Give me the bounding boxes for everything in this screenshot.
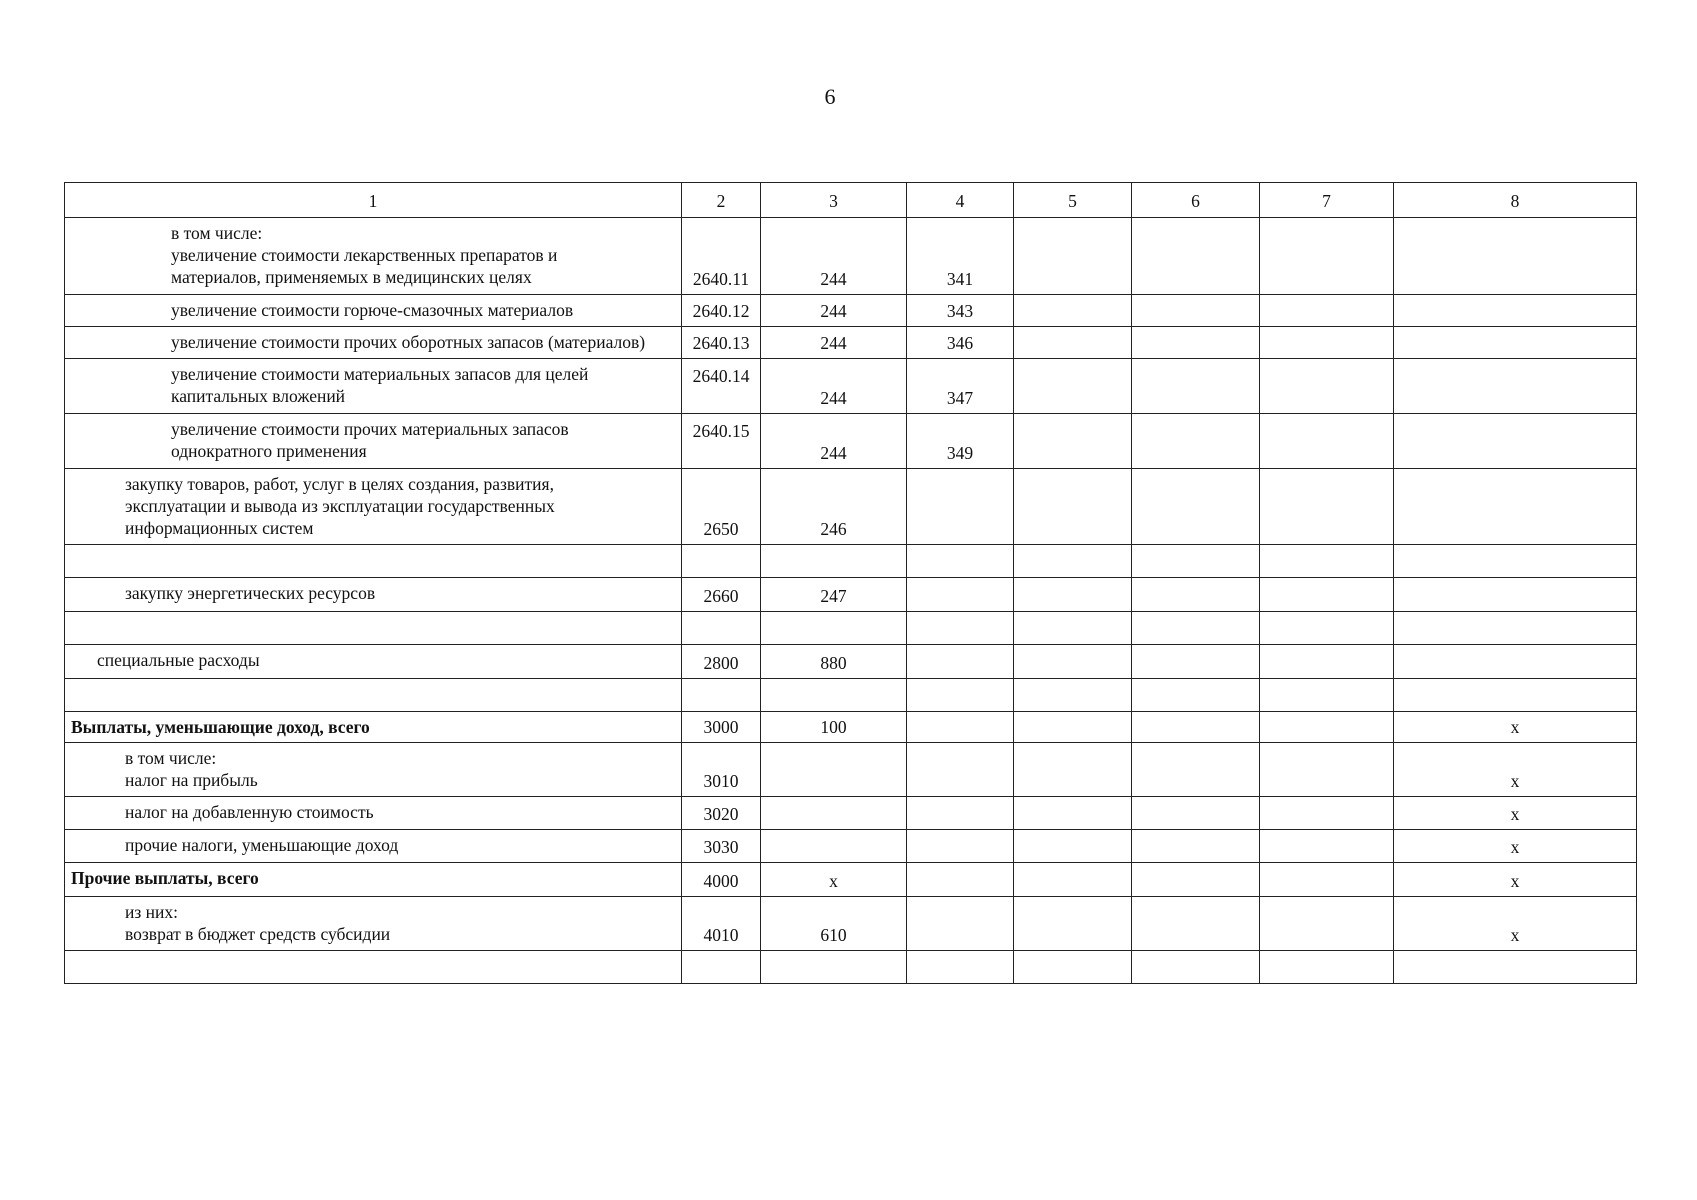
- empty-cell: [682, 545, 761, 578]
- row-value-col-7: [1260, 743, 1394, 797]
- row-kbk-code: 244: [761, 295, 907, 327]
- row-value-col-5: [1014, 897, 1132, 951]
- empty-cell: [65, 679, 682, 712]
- row-code: 2800: [682, 645, 761, 679]
- row-value-col-6: [1132, 578, 1260, 612]
- row-value-col-5: [1014, 359, 1132, 414]
- row-kbk-code: 244: [761, 218, 907, 295]
- empty-row: [65, 679, 1637, 712]
- row-value-col-8: х: [1394, 797, 1637, 830]
- empty-cell: [1394, 679, 1637, 712]
- row-kbk-code: 880: [761, 645, 907, 679]
- empty-cell: [1014, 545, 1132, 578]
- table-row: [65, 863, 1637, 897]
- empty-cell: [761, 545, 907, 578]
- row-kbk-code: [761, 743, 907, 797]
- empty-cell: [1394, 951, 1637, 984]
- row-value-col-7: [1260, 327, 1394, 359]
- row-value-col-6: [1132, 295, 1260, 327]
- row-value-col-8: [1394, 414, 1637, 469]
- empty-cell: [761, 679, 907, 712]
- header-col-3: 3: [761, 183, 907, 218]
- row-name: [65, 578, 682, 612]
- row-name-line: из них:: [125, 902, 178, 922]
- row-name-line: Прочие выплаты, всего: [71, 868, 259, 888]
- row-name-line: увеличение стоимости прочих оборотных запасов (материалов): [171, 332, 646, 352]
- row-kosgu-code: 347: [907, 359, 1014, 414]
- row-value-col-5: [1014, 863, 1132, 897]
- empty-cell: [1260, 679, 1394, 712]
- empty-cell: [682, 951, 761, 984]
- row-name: [65, 897, 682, 951]
- row-name-line: капитальных вложений: [171, 386, 346, 406]
- row-value-col-7: [1260, 797, 1394, 830]
- row-kbk-code: 247: [761, 578, 907, 612]
- row-value-col-8: х: [1394, 863, 1637, 897]
- row-value-col-6: [1132, 327, 1260, 359]
- row-kosgu-code: [907, 830, 1014, 863]
- row-value-col-7: [1260, 830, 1394, 863]
- row-value-col-8: [1394, 295, 1637, 327]
- row-name-line: информационных систем: [125, 518, 314, 538]
- row-name: [65, 295, 682, 327]
- row-value-col-6: [1132, 645, 1260, 679]
- row-value-col-6: [1132, 863, 1260, 897]
- row-code: 2640.14: [682, 359, 761, 414]
- empty-cell: [1132, 679, 1260, 712]
- row-kbk-code: 244: [761, 327, 907, 359]
- table-row: [65, 469, 1637, 545]
- row-code: 2650: [682, 469, 761, 545]
- row-value-col-7: [1260, 712, 1394, 743]
- row-kbk-code: х: [761, 863, 907, 897]
- empty-cell: [1260, 951, 1394, 984]
- empty-cell: [1394, 545, 1637, 578]
- row-name: [65, 414, 682, 469]
- row-value-col-8: [1394, 469, 1637, 545]
- empty-row: [65, 612, 1637, 645]
- row-value-col-6: [1132, 830, 1260, 863]
- row-value-col-5: [1014, 295, 1132, 327]
- table-row: [65, 218, 1637, 295]
- empty-cell: [1132, 545, 1260, 578]
- row-name-line: возврат в бюджет средств субсидии: [125, 924, 391, 944]
- empty-cell: [907, 679, 1014, 712]
- row-value-col-8: х: [1394, 712, 1637, 743]
- row-value-col-8: х: [1394, 897, 1637, 951]
- row-name: [65, 797, 682, 830]
- empty-cell: [65, 545, 682, 578]
- row-value-col-5: [1014, 712, 1132, 743]
- empty-cell: [1014, 679, 1132, 712]
- row-name-line: однократного применения: [171, 441, 367, 461]
- header-col-6: 6: [1132, 183, 1260, 218]
- row-name: [65, 218, 682, 295]
- row-value-col-8: [1394, 578, 1637, 612]
- row-value-col-5: [1014, 830, 1132, 863]
- page-number: 6: [824, 84, 836, 109]
- empty-cell: [65, 951, 682, 984]
- row-kosgu-code: [907, 712, 1014, 743]
- empty-cell: [682, 679, 761, 712]
- row-value-col-6: [1132, 797, 1260, 830]
- row-kbk-code: 246: [761, 469, 907, 545]
- row-kbk-code: 610: [761, 897, 907, 951]
- row-name: [65, 327, 682, 359]
- row-name-line: налог на добавленную стоимость: [125, 802, 374, 822]
- row-value-col-7: [1260, 414, 1394, 469]
- row-value-col-7: [1260, 897, 1394, 951]
- row-code: 2660: [682, 578, 761, 612]
- row-value-col-8: х: [1394, 743, 1637, 797]
- row-name: [65, 712, 682, 743]
- row-name: [65, 359, 682, 414]
- row-name-line: специальные расходы: [97, 650, 260, 670]
- empty-cell: [1394, 612, 1637, 645]
- row-kosgu-code: 343: [907, 295, 1014, 327]
- row-name-line: прочие налоги, уменьшающие доход: [125, 835, 399, 855]
- table-row: [65, 359, 1637, 414]
- row-code: 3030: [682, 830, 761, 863]
- row-value-col-5: [1014, 578, 1132, 612]
- row-value-col-7: [1260, 645, 1394, 679]
- table-row: [65, 897, 1637, 951]
- row-value-col-5: [1014, 743, 1132, 797]
- row-name-line: материалов, применяемых в медицинских целях: [171, 267, 532, 287]
- empty-row: [65, 951, 1637, 984]
- table-row: [65, 645, 1637, 679]
- empty-cell: [1014, 612, 1132, 645]
- header-col-7: 7: [1260, 183, 1394, 218]
- table-row: [65, 797, 1637, 830]
- header-col-1: 1: [65, 183, 682, 218]
- row-value-col-8: [1394, 327, 1637, 359]
- row-value-col-6: [1132, 743, 1260, 797]
- row-value-col-8: [1394, 359, 1637, 414]
- empty-cell: [682, 612, 761, 645]
- table-row: [65, 830, 1637, 863]
- row-name-line: в том числе:: [171, 223, 263, 243]
- header-col-8: 8: [1394, 183, 1637, 218]
- row-kosgu-code: [907, 897, 1014, 951]
- row-name-line: закупку товаров, работ, услуг в целях создания, развития,: [125, 474, 554, 494]
- table-row: [65, 712, 1637, 743]
- empty-cell: [1260, 612, 1394, 645]
- header-col-5: 5: [1014, 183, 1132, 218]
- row-value-col-5: [1014, 797, 1132, 830]
- table-row: [65, 578, 1637, 612]
- row-name-line: в том числе:: [125, 748, 217, 768]
- row-kosgu-code: [907, 863, 1014, 897]
- row-name-line: увеличение стоимости прочих материальных запасов: [171, 419, 569, 439]
- row-name-line: увеличение стоимости горюче-смазочных материалов: [171, 300, 574, 320]
- row-kosgu-code: 341: [907, 218, 1014, 295]
- row-code: 3010: [682, 743, 761, 797]
- empty-cell: [907, 545, 1014, 578]
- row-name-line: налог на прибыль: [125, 770, 258, 790]
- table-row: [65, 327, 1637, 359]
- row-name-line: увеличение стоимости материальных запасов для целей: [171, 364, 589, 384]
- empty-cell: [907, 612, 1014, 645]
- row-value-col-7: [1260, 469, 1394, 545]
- row-code: 3020: [682, 797, 761, 830]
- row-code: 4010: [682, 897, 761, 951]
- row-kosgu-code: [907, 797, 1014, 830]
- empty-cell: [1132, 951, 1260, 984]
- row-kosgu-code: 349: [907, 414, 1014, 469]
- row-code: 3000: [682, 712, 761, 743]
- table-row: [65, 414, 1637, 469]
- row-value-col-6: [1132, 218, 1260, 295]
- row-value-col-7: [1260, 863, 1394, 897]
- row-name: [65, 863, 682, 897]
- row-code: 2640.12: [682, 295, 761, 327]
- row-kosgu-code: [907, 743, 1014, 797]
- empty-cell: [1260, 545, 1394, 578]
- payments-table: [64, 182, 1637, 984]
- row-value-col-6: [1132, 469, 1260, 545]
- row-value-col-6: [1132, 359, 1260, 414]
- header-col-2: 2: [682, 183, 761, 218]
- row-code: 2640.11: [682, 218, 761, 295]
- row-kbk-code: 100: [761, 712, 907, 743]
- row-value-col-6: [1132, 712, 1260, 743]
- row-kosgu-code: [907, 645, 1014, 679]
- row-kbk-code: [761, 830, 907, 863]
- row-kosgu-code: [907, 578, 1014, 612]
- row-value-col-7: [1260, 218, 1394, 295]
- row-value-col-5: [1014, 645, 1132, 679]
- row-value-col-6: [1132, 414, 1260, 469]
- row-name-line: эксплуатации и вывода из эксплуатации государственных: [125, 496, 555, 516]
- row-kosgu-code: 346: [907, 327, 1014, 359]
- header-col-4: 4: [907, 183, 1014, 218]
- row-code: 2640.13: [682, 327, 761, 359]
- empty-cell: [65, 612, 682, 645]
- empty-cell: [907, 951, 1014, 984]
- row-name: [65, 469, 682, 545]
- row-name-line: увеличение стоимости лекарственных препаратов и: [171, 245, 558, 265]
- row-value-col-5: [1014, 327, 1132, 359]
- row-value-col-6: [1132, 897, 1260, 951]
- row-value-col-7: [1260, 359, 1394, 414]
- row-kbk-code: 244: [761, 414, 907, 469]
- row-name: [65, 743, 682, 797]
- row-value-col-8: х: [1394, 830, 1637, 863]
- table-row: [65, 295, 1637, 327]
- empty-row: [65, 545, 1637, 578]
- row-kosgu-code: [907, 469, 1014, 545]
- row-value-col-5: [1014, 218, 1132, 295]
- row-kbk-code: [761, 797, 907, 830]
- table-row: [65, 743, 1637, 797]
- row-name: [65, 645, 682, 679]
- empty-cell: [1132, 612, 1260, 645]
- row-value-col-7: [1260, 295, 1394, 327]
- row-value-col-7: [1260, 578, 1394, 612]
- row-value-col-8: [1394, 218, 1637, 295]
- row-name: [65, 830, 682, 863]
- header-row: [65, 183, 1637, 218]
- row-name-line: закупку энергетических ресурсов: [125, 583, 376, 603]
- empty-cell: [761, 612, 907, 645]
- empty-cell: [1014, 951, 1132, 984]
- row-value-col-5: [1014, 414, 1132, 469]
- row-value-col-5: [1014, 469, 1132, 545]
- row-name-line: Выплаты, уменьшающие доход, всего: [71, 717, 370, 737]
- row-value-col-8: [1394, 645, 1637, 679]
- row-kbk-code: 244: [761, 359, 907, 414]
- row-code: 4000: [682, 863, 761, 897]
- row-code: 2640.15: [682, 414, 761, 469]
- empty-cell: [761, 951, 907, 984]
